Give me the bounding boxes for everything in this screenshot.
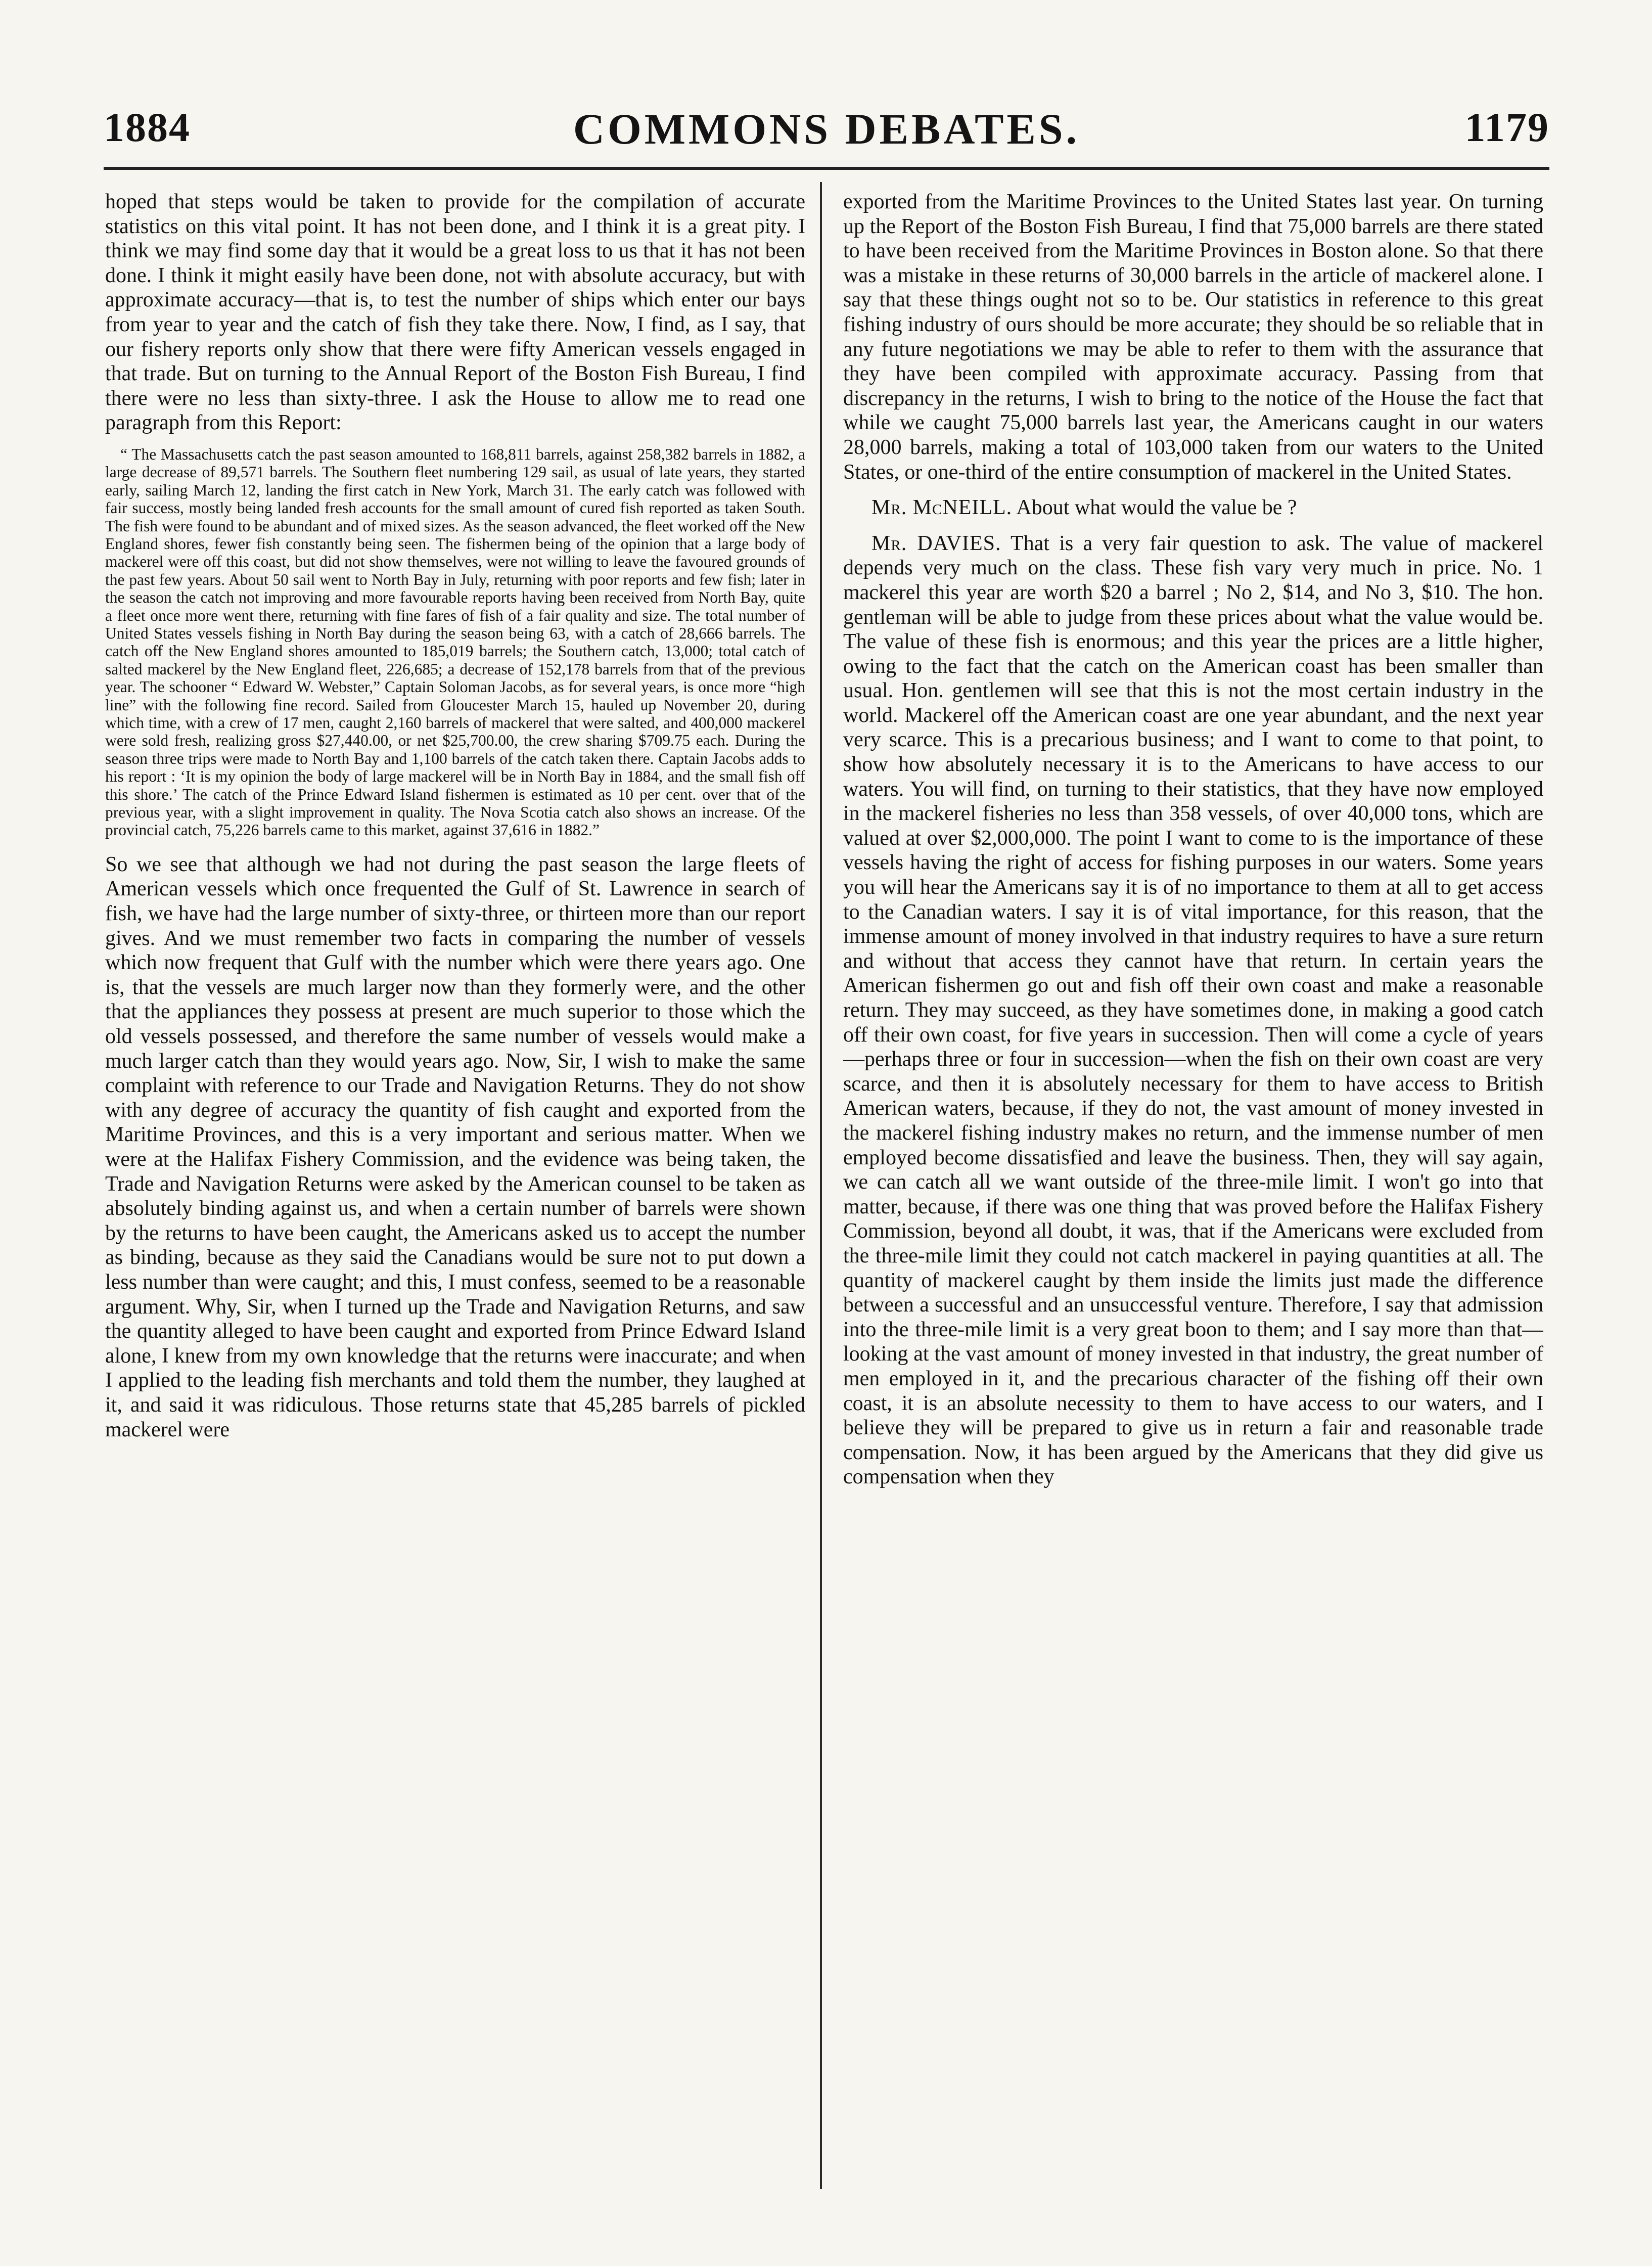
left-paragraph-1: hoped that steps would be taken to provide for the compilation of accurate statistics on this vital point. It has not been done, and I think it is a great pity. I think we may find some day that it would be a great loss to us that it has not been done. I think it might easily have been done, not with absolute accuracy, but with approximate accuracy—that is, to test the number of ships which enter our bays from year to year and the catch of fish they take there. Now, I find, as I say, that our fishery reports only show that there were fifty American vessels engaged in that trade. But on turning to the Annual Report of the Boston Fish Bureau, I find there were no less than sixty-three. I ask the House to allow me to read one paragraph from this Report: bbox=[105, 190, 805, 435]
left-paragraph-2: So we see that although we had not during the past season the large fleets of American vessels which once frequented the Gulf of St. Lawrence in search of fish, we have had the large number of sixty-three, or thirteen more than our report gives. And we must remember two facts in comparing the number of vessels which now frequent that Gulf with the number which were there years ago. One is, that the vessels are much larger now than they formerly were, and the other that the appliances they possess at present are much superior to those which the old vessels possessed, and therefore the same number of vessels would make a much larger catch than they would years ago. Now, Sir, I wish to make the same complaint with reference to our Trade and Navigation Returns. They do not show with any degree of accuracy the quantity of fish caught and exported from the Maritime Provinces, and this is a very important and serious matter. When we were at the Halifax Fishery Commission, and the evidence was being taken, the Trade and Navigation Returns were asked by the American counsel to be taken as absolutely binding against us, and when a certain number of barrels were shown by the returns to have been caught, the Americans asked us to accept the number as binding, because as they said the Canadians would be sure not to put down a less number than were caught; and this, I must confess, seemed to be a reasonable argument. Why, Sir, when I turned up the Trade and Navigation Returns, and saw the quantity alleged to have been caught and exported from Prince Edward Island alone, I knew from my own knowledge that the returns were inaccurate; and when I applied to the leading fish merchants and told them the number, they laughed at it, and said it was ridiculous. Those returns state that 45,285 barrels of pickled mackerel were bbox=[105, 852, 805, 1441]
column-divider bbox=[820, 182, 822, 2189]
page-number: 1179 bbox=[1464, 104, 1549, 150]
speech-text: About what would the value be ? bbox=[1016, 496, 1297, 520]
speech-text: That is a very fair question to ask. The value of mackerel depends very much on the class. These fish vary very much in price. No. 1 mackerel this year are worth $20 a barrel ; No 2, $14, and No 3, $10. The hon. gentleman will be able to judge from these prices about what the value would be. The value of these fish is enormous; and this year the prices are a little higher, owing to the fact that the catch on the American coast has been smaller than usual. Hon. gentlemen will see that this is not the most certain industry in the world. Mackerel off the American coast are one year abundant, and the next year very scarce. This is a precarious business; and I want to come to that point, to show how absolutely necessary it is to the Americans to have access to our waters. You will find, on turning to their statistics, that they have now employed in the mackerel fisheries no less than 358 vessels, of over 40,000 tons, which are valued at over $2,000,000. The point I want to come to is the importance of these vessels having the right of access for fishing purposes in our waters. Some years you will hear the Americans say it is of no importance to them at all to get access to the Canadian waters. I say it is of vital importance, for this reason, that the immense amount of money involved in that industry requires to have a sure return and without that access they cannot have that return. In certain years the American fishermen go out and fish off their own coast and make a reasonable return. They may succeed, as they have sometimes done, in making a good catch off their own coast, for five years in succession. Then will come a cycle of years—perhaps three or four in succession—when the fish on their own coast are very scarce, and then it is absolutely necessary for them to have access to British American waters, because, if they do not, the vast amount of money invested in the mackerel fishing industry makes no return, and the immense number of men employed become dissatisfied and leave the business. Then, they will say again, we can catch all we want outside of the three-mile limit. I won't go into that matter, because, if there was one thing that was proved before the Halifax Fishery Commission, beyond all doubt, it was, that if the Americans were excluded from the three-mile limit they could not catch mackerel in paying quantities at all. The quantity of mackerel caught by them inside the limits just made the difference between a successful and an unsuccessful venture. Therefore, I say that admission into the three-mile limit is a very great boon to them; and I say more than that—looking at the vast amount of money invested in that industry, the great number of men employed in it, and the precarious character of the fishing off their own coast, it is an absolute necessity to them to have access to our waters, and I believe they will be prepared to give us in return a fair and reasonable trade compensation. Now, it has been argued by the Americans that they did give us compensation when they bbox=[843, 531, 1543, 1489]
speech-mcneill bbox=[843, 495, 1543, 520]
report-quotation: “ The Massachusetts catch the past season amounted to 168,811 barrels, against 258,382 barrels in 1882, a large decrease of 89,571 barrels. The Southern fleet numbering 129 sail, as usual of late years, they started early, sailing March 12, landing the first catch in New York, March 31. The early catch was followed with fair success, mostly being landed fresh accounts for the small amount of cured fish reported as taken South. The fish were found to be abundant and of mixed sizes. As the season advanced, the fleet worked off the New England shores, fewer fish constantly being seen. The fishermen being of the opinion that a large body of mackerel were off this coast, but did not show themselves, were not willing to leave the favoured grounds of the past few years. About 50 sail went to North Bay in July, returning with poor reports and few fish; later in the season the catch not improving and more favourable reports having been received from North Bay, quite a fleet once more went there, returning with fine fares of fish of a fair quality and size. The total number of United States vessels fishing in North Bay during the season being 63, with a catch of 28,666 barrels. The catch off the New England shores amounted to 185,019 barrels; the Southern catch, 13,000; total catch of salted mackerel by the New England fleet, 226,685; a decrease of 152,178 barrels from that of the previous year. The schooner “ Edward W. Webster,” Captain Soloman Jacobs, as for several years, is once more “high line” with the following fine record. Sailed from Gloucester March 15, hauled up November 20, during which time, with a crew of 17 men, caught 2,160 barrels of mackerel that were salted, and 400,000 mackerel were sold fresh, realizing gross $27,440.00, or net $25,700.00, the crew sharing $709.75 each. During the season three trips were made to North Bay and 1,100 barrels of the catch taken there. Captain Jacobs adds to his report : ‘It is my opinion the body of large mackerel will be in North Bay in 1884, and the small fish off this shore.’ The catch of the Prince Edward Island fishermen is estimated as 10 per cent. over that of the previous year, with a slight improvement in quality. The Nova Scotia catch also shows an increase. Of the provincial catch, 75,226 barrels came to this market, against 37,616 in 1882.” bbox=[105, 445, 805, 839]
header-title: COMMONS DEBATES. bbox=[573, 105, 1080, 153]
right-column bbox=[843, 190, 1543, 2192]
speech-davies bbox=[843, 531, 1543, 1489]
left-column bbox=[105, 190, 805, 2192]
page-header bbox=[104, 104, 1549, 164]
header-rule bbox=[104, 167, 1549, 170]
header-year: 1884 bbox=[104, 104, 191, 150]
right-paragraph-1: exported from the Maritime Provinces to the United States last year. On turning up the Report of the Boston Fish Bureau, I find that 75,000 barrels are there stated to have been received from the Maritime Provinces in Boston alone. So that there was a mistake in these returns of 30,000 barrels in the article of mackerel alone. I say that these things ought not so to be. Our statistics in reference to this great fishing industry of ours should be more accurate; they should be so reliable that in any future negotiations we may be able to refer to them with the assurance that they have been compiled with approximate accuracy. Passing from that discrepancy in the returns, I wish to bring to the notice of the House the fact that while we caught 75,000 barrels last year, the Americans caught in our waters 28,000 barrels, making a total of 103,000 taken from our waters to the United States, or one-third of the entire consumption of mackerel in the United States. bbox=[843, 190, 1543, 484]
speaker-name: Mr. McNEILL. bbox=[871, 496, 1013, 520]
speaker-name: Mr. DAVIES. bbox=[871, 531, 1001, 555]
